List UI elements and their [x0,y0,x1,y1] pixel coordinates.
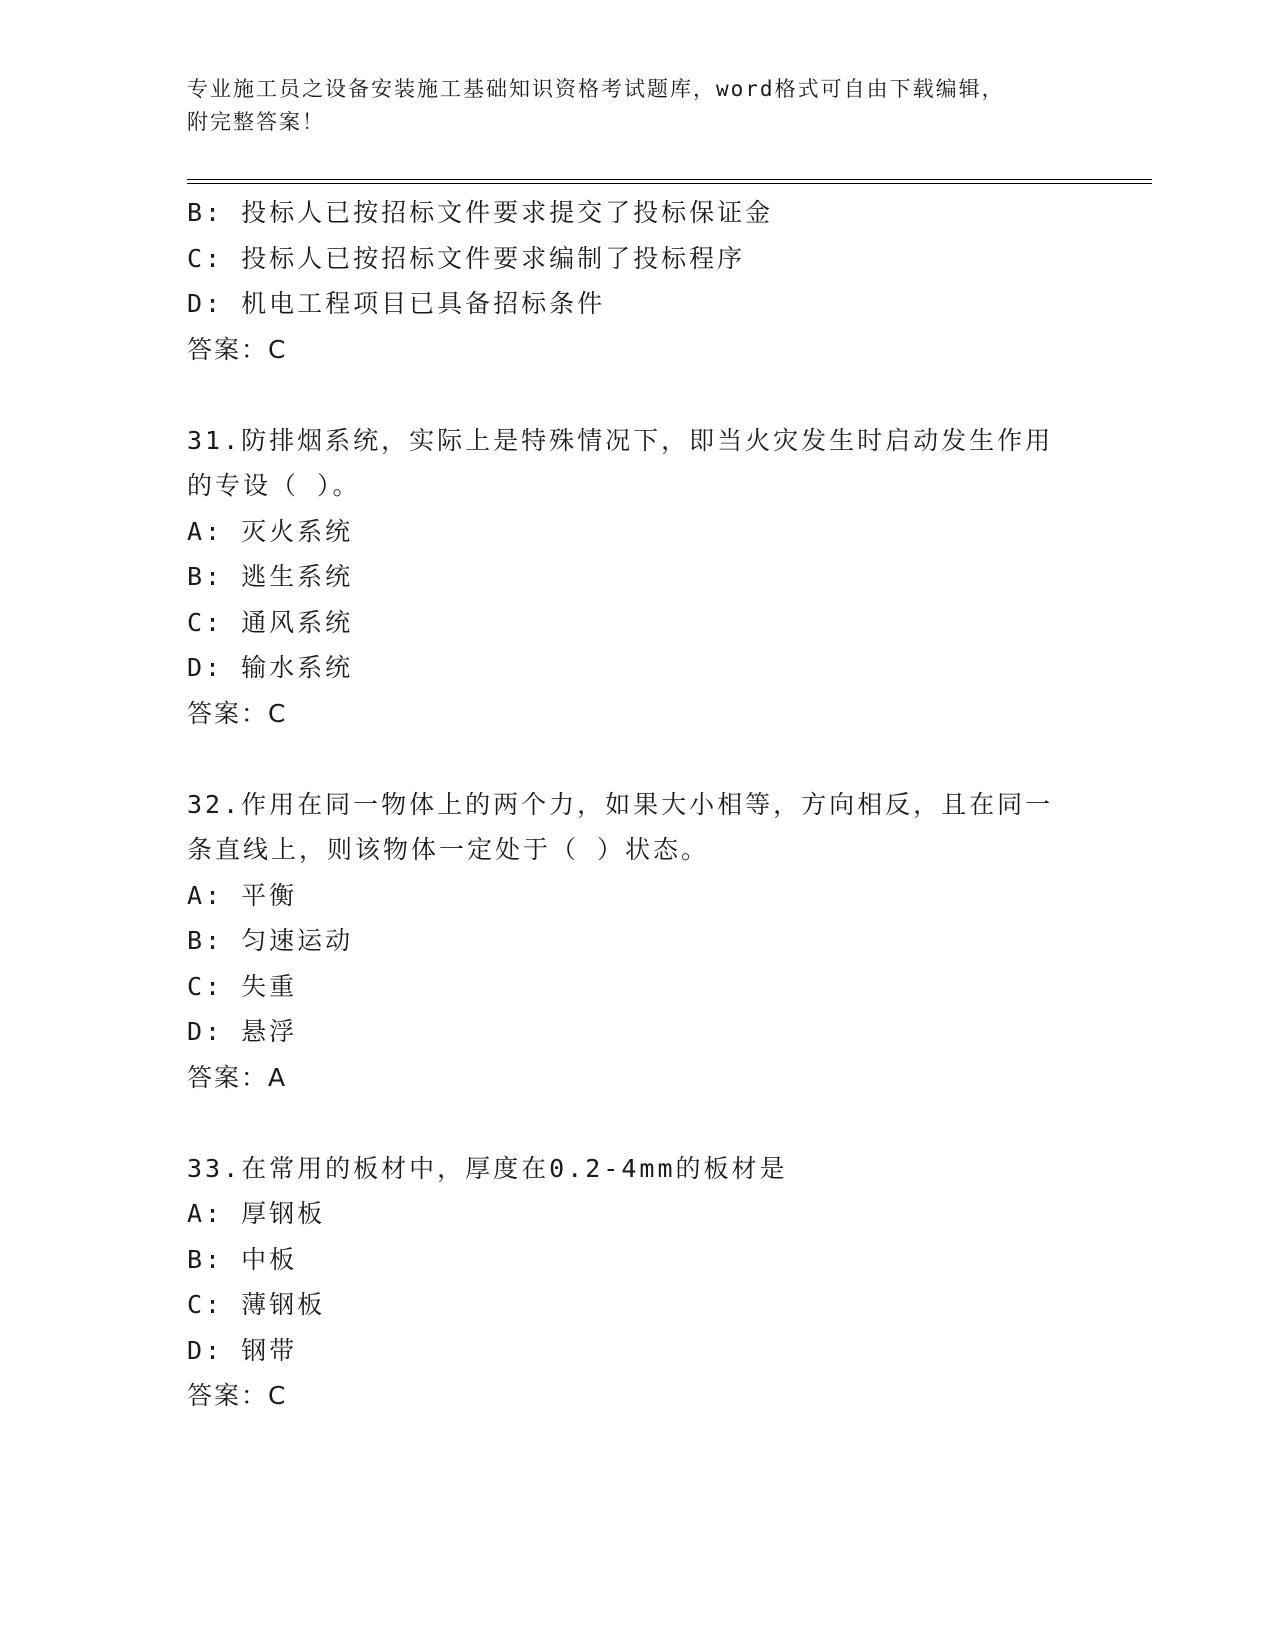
option-a: A: 厚钢板 [187,1199,326,1228]
option-c: C: 失重 [187,971,298,1001]
document-header [187,73,1067,139]
spacer [187,737,1087,782]
option-d: D: 输水系统 [187,653,354,682]
question-stem: 33.在常用的板材中，厚度在0.2-4mm的板材是 [187,1153,788,1183]
option-d: D: 钢带 [187,1335,298,1365]
option-b: B: 中板 [187,1244,298,1274]
option-c: C: 通风系统 [187,607,354,637]
option-a: A: 平衡 [187,880,298,910]
header-divider-top [187,179,1152,180]
answer: 答案：C [187,334,288,364]
question-33 [187,1146,1087,1420]
header-line-1: 专业施工员之设备安装施工基础知识资格考试题库，word格式可自由下载编辑， [187,77,1005,101]
header-divider-bottom [187,183,1152,184]
answer: 答案：C [187,698,288,728]
question-31 [187,418,1087,737]
question-stem-continued: 的专设（ ）。 [187,471,361,500]
spacer [187,1101,1087,1146]
option-d: D: 悬浮 [187,1017,298,1046]
answer: 答案：A [187,1062,288,1092]
header-line-2: 附完整答案！ [187,110,325,134]
option-b: B: 逃生系统 [187,562,354,591]
question-stem: 31.防排烟系统，实际上是特殊情况下，即当火灾发生时启动发生作用 [187,425,1054,455]
option-c: C: 薄钢板 [187,1290,326,1319]
spacer [187,373,1087,418]
option-d: D: 机电工程项目已具备招标条件 [187,289,606,318]
option-a: A: 灭火系统 [187,516,354,546]
option-c: C: 投标人已按招标文件要求编制了投标程序 [187,243,746,273]
question-stem-continued: 条直线上，则该物体一定处于（ ）状态。 [187,835,710,864]
question-list [187,190,1087,1419]
question-stem: 32.作用在同一物体上的两个力，如果大小相等，方向相反，且在同一 [187,789,1054,819]
question-30-partial [187,190,1087,373]
option-b: B: 匀速运动 [187,926,354,955]
option-b: B: 投标人已按招标文件要求提交了投标保证金 [187,198,774,227]
answer: 答案：C [187,1381,288,1410]
question-32 [187,782,1087,1101]
